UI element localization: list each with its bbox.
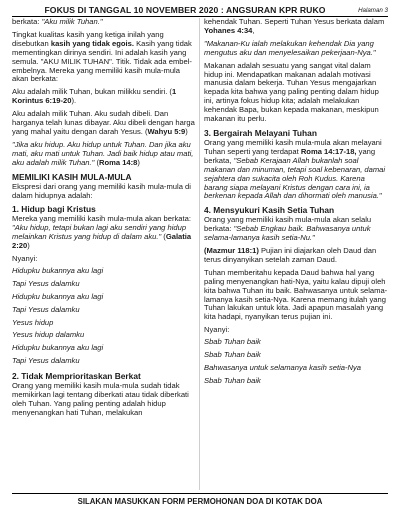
paragraph: kehendak Tuhan. Seperti Tuhan Yesus berkata dalam Yohanes 4:34, [204,17,385,35]
hymn-line: Yesus hidup [12,317,54,327]
hymn-line: Bahwasanya untuk selamanya kasih setia-Nya [204,363,362,372]
footer-notice: SILAKAN MASUKKAN FORM PERMOHONAN DOA DI KOTAK DOA [12,493,388,507]
hymn-line: Tapi Yesus dalamku [12,278,80,288]
hymn-line: Sbab Tuhan baik [204,375,261,385]
paragraph: berkata: "Aku milik Tuhan." [12,17,103,26]
paragraph: Mereka yang memiliki kasih mula-mula akan berkata: "Aku hidup, tetapi bukan lagi aku sendiri yang hidup melainkan Kristus yang hidup di dalam aku." (Galatia 2:20) [12,214,192,251]
paragraph: Orang yang memiliki kasih mula-mula akan melayani Tuhan seperti yang terdapat Roma 14:17-18, yang berkata, "Sebab Kerajaan Allah bukanlah soal makanan dan minuman, tetapi soal kebenaran, damai sejahtera dan sukacita oleh Roh Kudus. Karena barang siapa melayani Kristus dengan cara ini, ia berkenan kepada Allah dan dihormati oleh manusia." [204,137,386,201]
hymn-lyrics [204,338,388,390]
point-heading: 1. Hidup bagi Kristus [12,204,96,215]
nyanyi-label: Nyanyi: [204,325,230,335]
section-heading: MEMILIKI KASIH MULA-MULA [12,171,132,182]
right-column [204,18,388,390]
nyanyi-label: Nyanyi: [12,254,38,264]
paragraph: Tingkat kualitas kasih yang ketiga inilah yang disebutkan kasih yang tidak egois. Kasih yang tidak mementingkan dirinya sendiri. Ini adalah kasih yang semula. "AKU MILIK TUHAN". Titik. Tidak ada embel-embelnya. Mereka yang memiliki kasih mula-mula akan berkata: [12,29,192,84]
hymn-line: Tapi Yesus dalamku [12,304,80,314]
hymn-line: Yesus hidup dalamku [12,330,85,340]
hymn-line: Tapi Yesus dalamku [12,356,80,366]
point-heading: 3. Bergairah Melayani Tuhan [204,127,317,138]
page-number: Halaman 3 [358,7,388,14]
hymn-line: Sbab Tuhan baik [204,350,261,360]
paragraph: Orang yang memiliki kasih mula-mula akan selalu berkata: "Sebab Engkau baik. Bahwasanya untuk selama-lamanya kasih setia-Nu." [204,215,372,243]
paragraph: (Mazmur 118:1) Pujian ini diajarkan oleh Daud dan terus dinyanyikan setelah zaman Daud. [204,246,377,264]
point-heading: 2. Tidak Memprioritaskan Berkat [12,371,141,382]
paragraph: Makanan adalah sesuatu yang sangat vital dalam hidup ini. Mendapatkan makanan adalah motivasi manusia dalam bekerja. Tuhan Yesus mengajarkan kepada kita bahwa yang paling penting dalam hidup ini, artinya fokus hidup kita; adalah melakukan kehendak Bapa, bukan kepada makanan, meskipun makanan itu perlu. [204,60,379,124]
paragraph: Ekspresi dari orang yang memiliki kasih mula-mula di dalam hidupnya adalah: [12,181,191,200]
point-heading: 4. Mensyukuri Kasih Setia Tuhan [204,205,335,216]
hymn-lyrics [12,267,196,370]
left-column [12,18,196,422]
paragraph: Tuhan memberitahu kepada Daud bahwa hal yang paling menyenangkan hati-Nya, yaitu kalau dipuji oleh kita bahwa Tuhan itu baik. Bahwasanya untuk selama-lamanya kasih setia-Nya. Karena memang itulah yang Tuhan lakukan untuk kita. Jadi apapun masalah yang kita hadapi, nyanyikan terus pujian ini. [204,267,388,322]
paragraph: Orang yang memiliki kasih mula-mula sudah tidak memikirkan lagi tentang diberkati atau tidak diberkati oleh Tuhan. Yang paling penting adalah hidup menyenangkan hati Tuhan, melakukan [12,381,189,417]
page-header [12,4,388,17]
header-title: FOKUS DI TANGGAL 10 NOVEMBER 2020 : ANGSURAN KPR RUKO [44,5,326,15]
hymn-line: Sbab Tuhan baik [204,337,261,347]
hymn-line: Hidupku bukannya aku lagi [12,343,104,353]
scripture-quote: "Makanan-Ku ialah melakukan kehendak Dia yang mengutus aku dan menyelesaikan pekerjaan-Nya." [204,38,376,57]
hymn-line: Hidupku bukannya aku lagi [12,265,104,275]
paragraph: Aku adalah milik Tuhan. Aku sudah dibeli. Dan harganya telah lunas dibayar. Aku dibeli dengan harga yang mahal yaitu dengan darah Yesus. (Wahyu 5:9) [12,109,195,136]
hymn-line: Hidupku bukannya aku lagi [12,291,104,301]
scripture-quote: "Jika aku hidup. Aku hidup untuk Tuhan. Dan jika aku mati, aku mati untuk Tuhan. Jadi baik hidup atau mati, aku adalah milik Tuhan." (Roma 14:8) [12,139,194,167]
column-divider [199,18,200,490]
paragraph: Aku adalah milik Tuhan, bukan milikku sendiri. (1 Korintus 6:19-20). [12,87,177,106]
